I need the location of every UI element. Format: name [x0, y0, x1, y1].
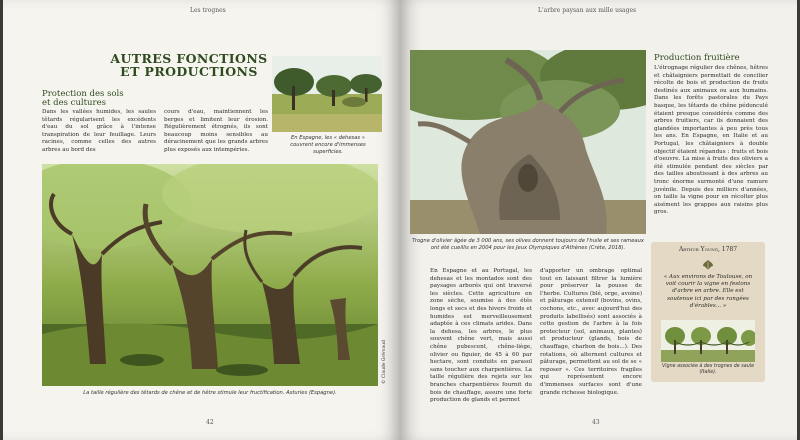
quote-photo-caption: Vigne associée à des trognes de saule (Italie).	[661, 364, 755, 376]
running-head-left: Les trognes	[190, 7, 226, 14]
page-edge	[0, 0, 3, 440]
dehesa-photo	[272, 56, 382, 132]
page-number-right: 43	[592, 419, 600, 426]
side-column-text: L'étrognage régulier des chênes, hêtres et châtaigniers permettait de concilier récolte de bois et production de fruits destinés aux animaux ou aux humains. Dans les forêts pastorales du Pays basque, les têtards de chêne pédonculé étaient presque considérés comme des arbres fruitiers, car ils donnaient des glandées importantes à peu près tous les ans. En Espagne, en Italie et au Portugal, les châtaigniers à double objectif étaient répandus : fruits et bois d'oeuvre. La mise à fruits des oliviers a été stimulée pendant des siècles par des tailles aboutissant à des arbres au tronc énorme surmonté d'une ramure juvénile. Depuis des milliers d'années, on taille la vigne pour en récolter plus aisément les grappes aux raisins plus gros.	[654, 65, 768, 216]
body-text-col2: cours d'eau, maintiennent les berges et limitent leur érosion. Régulièrement étrognés, ils sont beaucoup moins sensibles au déracinement que les grands arbres plus exposés aux intempéries.	[164, 109, 268, 153]
dehesa-caption: En Espagne, les « dehesas » couvrent encore d'immenses superficies.	[290, 135, 366, 155]
quote-author: Arthur Young, 1787	[678, 246, 738, 253]
page-number-left: 42	[206, 419, 214, 426]
chapter-title: AUTRES FONCTIONS ET PRODUCTIONS	[110, 51, 268, 79]
quote-text: « Aux environs de Toulouse, on voit courir la vigne en festons d'arbre en arbre. Elle est soutenue ici par des rangées d'érables... »	[663, 274, 753, 309]
vine-leaf-icon	[701, 258, 715, 272]
section-title-line1: Protection des sols	[42, 89, 124, 99]
olive-tree-photo	[410, 50, 646, 234]
quote-box	[651, 242, 765, 382]
olive-tree-caption: Trogne d'olivier âgée de 3 000 ans, ses olives donnent toujours de l'huile et ses rameaux ont été cueillis en 2004 pour les Jeux Olympiques d'Athènes (Crète, 2018).	[412, 238, 644, 251]
body-text-col2-right: d'apporter un ombrage optimal tout en laissant filtrer la lumière pour préserver la pousse de l'herbe. Cultures (blé, orge, avoine) et pâturage extensif (bovins, ovins, cochons, etc., avec aujourd'hui des produits labellisés) sont associés à cette gestion de l'arbre à la fois protecteur (sol, animaux, plantes) et producteur (glands, bois de chauffage, charbon de bois...). Des rotations, où alternent cultures et pâturage, permettent au sol de se « reposer ». Ces territoires fragiles qui représentent encore d'immenses surfaces sont d'une grande richesse biologique.	[540, 268, 642, 396]
body-text-col1-right: En Espagne et au Portugal, les dehesas et les montados sont des paysages arborés qui ont traversé les siècles. Cette agriculture en zone sèche, soumise à des étés longs et secs et des hivers froids et humides est merveilleusement adaptée à ces climats arides. Dans la dehesa, les arbres, le plus souvent chêne vert, mais aussi chêne pubescent, chêne-liège, olivier ou figuier, de 45 à 60 par hectare, sont conduits en parasol sans toucher aux charpentières. La taille régulière des rejets sur les branches charpentières fournit du bois de chauffage, assure une forte production de glands et permet	[430, 268, 532, 404]
vine-willow-photo	[661, 320, 755, 362]
body-text-col1: Dans les vallées humides, les saules têtards régularisent les excédents d'eau du sol grâce à l'intense transpiration de leur feuillage. Leurs racines, comme celles des autres arbres au bord des	[42, 109, 156, 153]
section-title-fruit: Production fruitière	[654, 53, 740, 63]
running-head-right: L'arbre paysan aux mille usages	[538, 7, 637, 14]
pollard-forest-photo	[42, 164, 378, 386]
section-title-line2: et des cultures	[42, 98, 106, 108]
photo-credit: © Claude Grémaud	[382, 340, 387, 384]
pollard-forest-caption: La taille régulière des têtards de chêne et de hêtre stimule leur fructification. Asturies (Espagne).	[83, 390, 337, 396]
